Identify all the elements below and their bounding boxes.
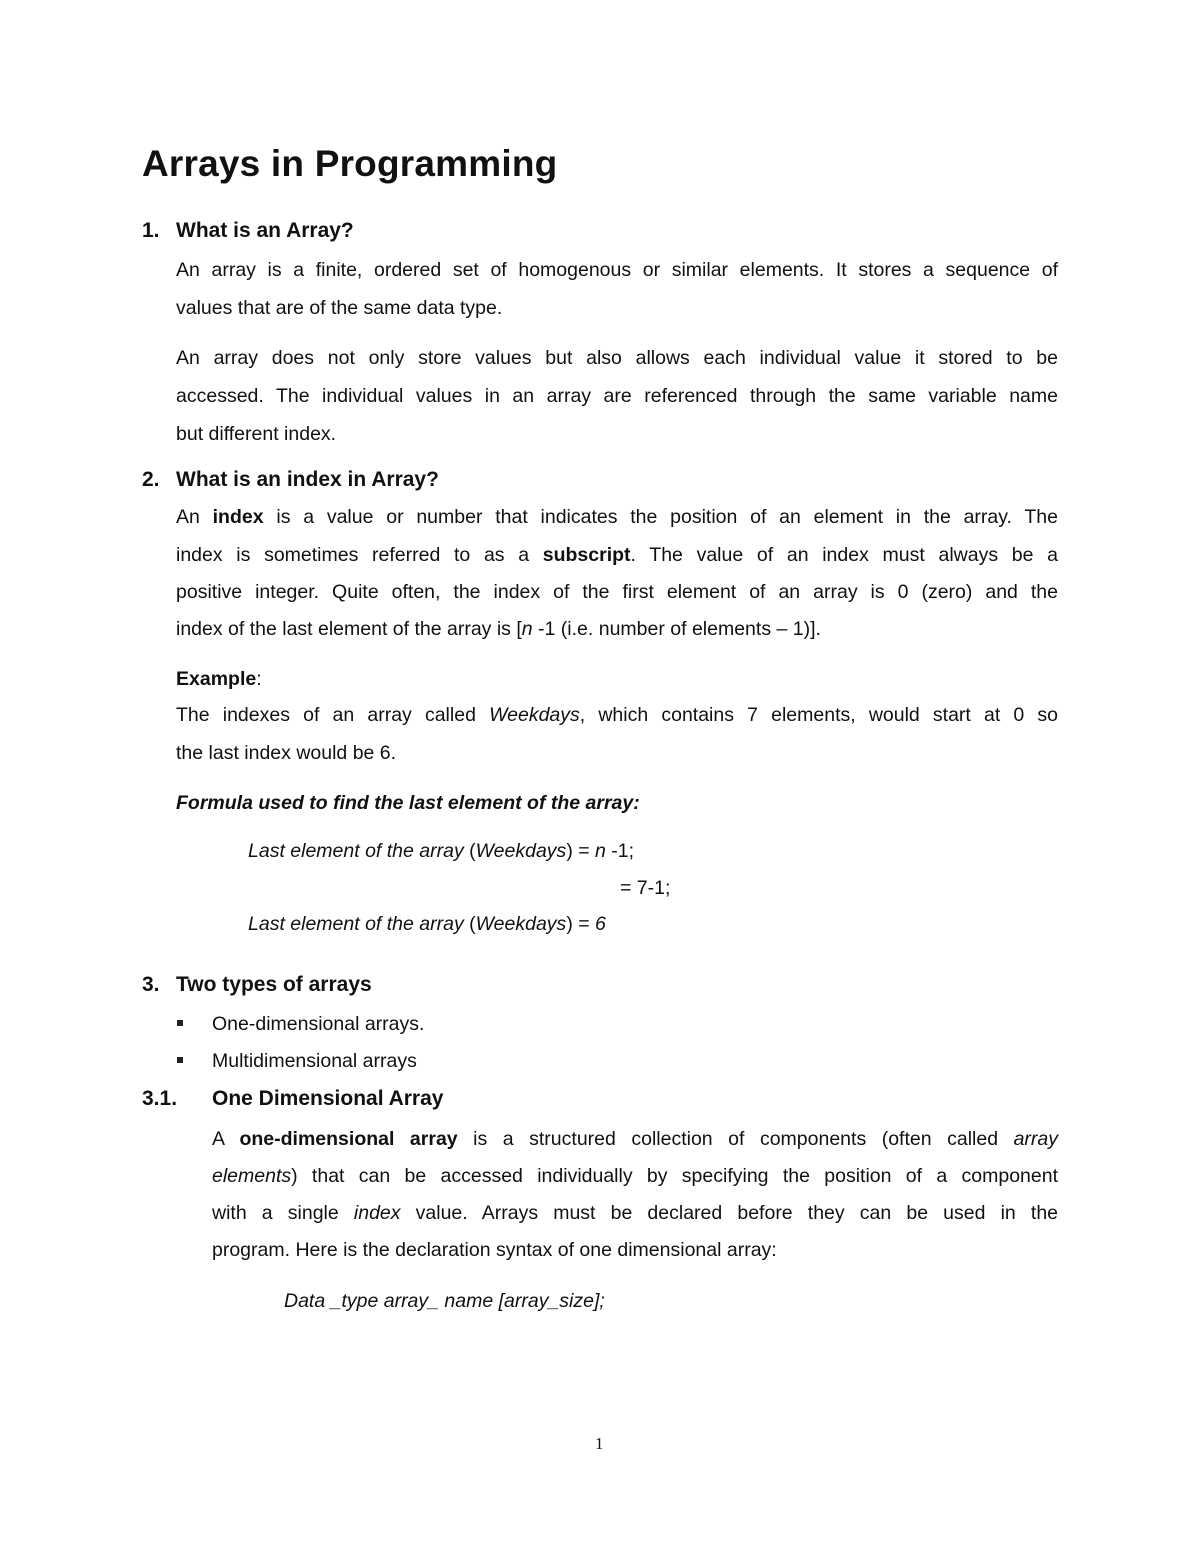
s31-l2-elements: elements: [212, 1165, 292, 1187]
section-2-number: 2.: [142, 468, 160, 491]
s2-line-1: [176, 503, 1058, 531]
formula-l1-eq: ) =: [566, 840, 596, 862]
declaration-syntax: Data _type array_ name [array_size];: [284, 1290, 605, 1312]
bullet-item-2: Multidimensional arrays: [212, 1050, 417, 1072]
bullet-square-icon: [177, 1020, 183, 1026]
formula-l3-result: 6: [595, 913, 606, 935]
formula-l3-text: Last element of the array: [248, 913, 464, 935]
formula-label: Formula used to find the last element of the array:: [176, 792, 640, 814]
section-3-1-number: 3.1.: [142, 1087, 178, 1110]
s2-l2-text-c: . The value of an index must always be a: [630, 544, 1058, 566]
example-line-1: [176, 701, 1058, 729]
term-subscript: subscript: [542, 544, 631, 566]
s31-line-3: [212, 1199, 1058, 1227]
s2-line-2: [176, 541, 1058, 569]
s2-l4-var-n: n: [521, 618, 533, 640]
example-line-2: the last index would be 6.: [176, 742, 397, 764]
s1-paragraph-2-line-2: accessed. The individual values in an array are referenced through the same variable name: [176, 385, 1058, 407]
term-one-dimensional-array: one-dimensional array: [239, 1128, 458, 1150]
s31-line-4: program. Here is the declaration syntax of one dimensional array:: [212, 1239, 777, 1261]
formula-l1-weekdays: Weekdays: [475, 840, 567, 862]
formula-l3-open: (: [469, 913, 476, 935]
example-heading: [176, 665, 262, 693]
formula-line-2: = 7-1;: [620, 877, 671, 899]
example-weekdays: Weekdays: [489, 704, 580, 726]
section-3-1-title: One Dimensional Array: [212, 1087, 444, 1110]
s31-l1-array: array: [1013, 1128, 1059, 1150]
section-3-number: 3.: [142, 973, 160, 996]
term-index: index: [212, 506, 264, 528]
s2-l2-text-a: index is sometimes referred to as a: [176, 544, 530, 566]
formula-l1-tail: -1;: [605, 840, 635, 862]
formula-line-3: [248, 910, 606, 938]
example-label: Example: [176, 668, 257, 690]
formula-l1-n: n: [595, 840, 606, 862]
s2-line-3: positive integer. Quite often, the index of the first element of an array is 0 (zero) and the: [176, 581, 1058, 603]
bullet-square-icon: [177, 1057, 183, 1063]
section-3-1-heading: [142, 1087, 443, 1111]
section-1-title: What is an Array?: [176, 219, 354, 242]
page-number: 1: [595, 1434, 604, 1453]
example-l1-text-c: , which contains 7 elements, would start at 0 so: [579, 704, 1059, 726]
s2-l4-text-a: index of the last element of the array is [: [176, 618, 522, 640]
s31-l1-text-c: is a structured collection of components (often called: [473, 1128, 999, 1150]
formula-l3-weekdays: Weekdays: [475, 913, 567, 935]
section-3-title: Two types of arrays: [176, 973, 372, 996]
section-1-number: 1.: [142, 219, 160, 242]
s31-l3-index: index: [353, 1202, 401, 1224]
page-title: Arrays in Programming: [142, 143, 558, 184]
s1-paragraph-1-line-2: values that are of the same data type.: [176, 297, 503, 319]
s2-l4-text-c: -1 (i.e. number of elements – 1)].: [538, 618, 821, 640]
formula-l3-eq: ) =: [566, 913, 596, 935]
section-2-title: What is an index in Array?: [176, 468, 439, 491]
section-3-heading: [142, 973, 372, 997]
s1-paragraph-2-line-3: but different index.: [176, 423, 337, 445]
s31-l2-text-b: ) that can be accessed individually by specifying the position of a component: [291, 1165, 1058, 1187]
formula-l1-text: Last element of the array: [248, 840, 464, 862]
s1-paragraph-1-line-1: An array is a finite, ordered set of homogenous or similar elements. It stores a sequence of: [176, 259, 1058, 281]
example-colon: :: [256, 668, 262, 690]
s31-line-2: [212, 1162, 1058, 1190]
s31-l3-text-a: with a single: [212, 1202, 339, 1224]
example-l1-text-a: The indexes of an array called: [176, 704, 476, 726]
s2-l1-text-a: An: [176, 506, 200, 528]
formula-l1-open: (: [469, 840, 476, 862]
s31-l1-text-a: A: [212, 1128, 224, 1150]
s2-l1-text-c: is a value or number that indicates the position of an element in the array. The: [276, 506, 1058, 528]
s2-line-4: [176, 615, 821, 643]
formula-line-1: [248, 837, 634, 865]
bullet-item-1: One-dimensional arrays.: [212, 1013, 425, 1035]
s1-paragraph-2-line-1: An array does not only store values but also allows each individual value it stored to be: [176, 347, 1058, 369]
section-1-heading: [142, 219, 354, 243]
section-2-heading: [142, 468, 439, 492]
s31-line-1: [212, 1125, 1058, 1153]
s31-l3-text-c: value. Arrays must be declared before they can be used in the: [415, 1202, 1059, 1224]
